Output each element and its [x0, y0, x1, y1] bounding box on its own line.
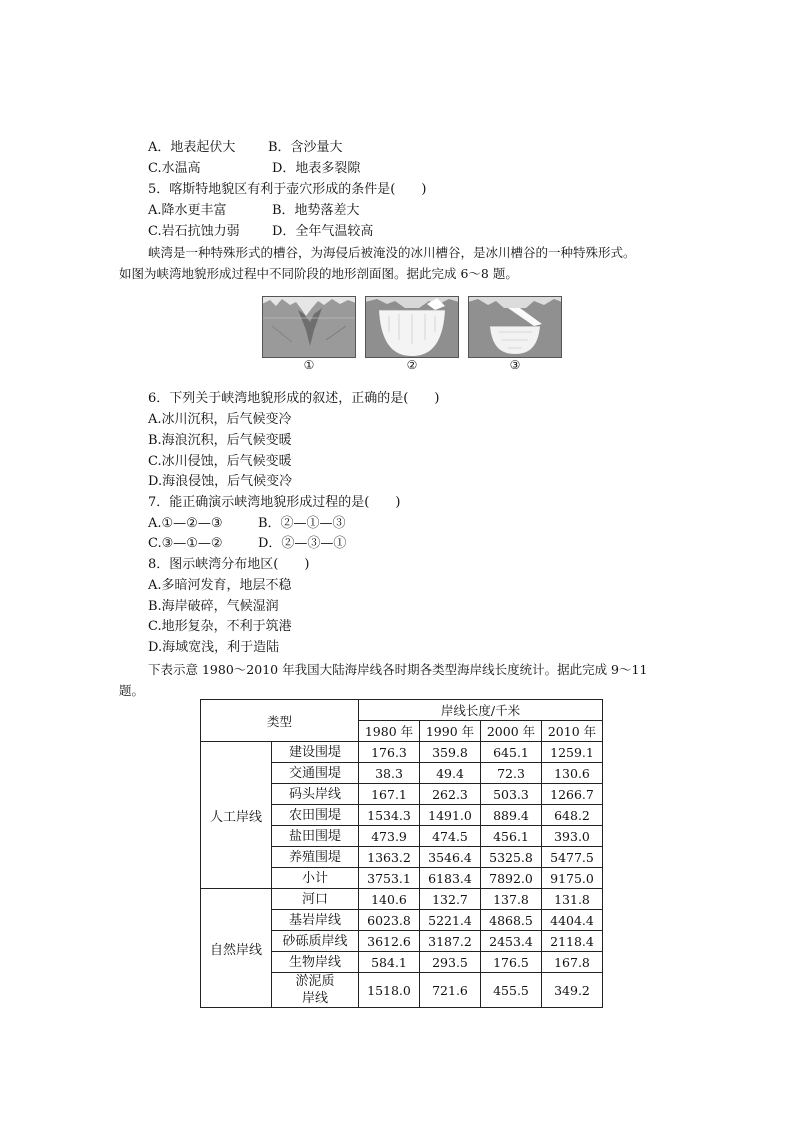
table-cell: 1518.0: [359, 973, 420, 1008]
q7-option-d: D．②—③—①: [258, 536, 347, 551]
row-label: 淤泥质 岸线: [272, 973, 359, 1008]
profile-label-3: ③: [509, 358, 521, 372]
row-label: 砂砾质岸线: [272, 931, 359, 952]
row-label: 基岩岸线: [272, 910, 359, 931]
q6-option-d: D.海浪侵蚀，后气候变冷: [148, 474, 293, 489]
table-cell: 473.9: [359, 826, 420, 847]
table-cell: 6023.8: [359, 910, 420, 931]
table-cell: 648.2: [542, 805, 603, 826]
q4-options-row2: [148, 160, 360, 178]
table-cell: 6183.4: [420, 868, 481, 889]
q5-options-row1: [148, 202, 360, 220]
group-label: 自然岸线: [201, 889, 272, 1008]
row-label: 农田围堤: [272, 805, 359, 826]
profile-label-1: ①: [303, 358, 315, 372]
table-cell: 131.8: [542, 889, 603, 910]
intro-fjord-line1: 峡湾是一种特殊形式的槽谷，为海侵后被淹没的冰川槽谷，是冰川槽谷的一种特殊形式。: [148, 245, 636, 260]
q4-option-b: B．含沙量大: [268, 140, 343, 155]
table-cell: 455.5: [481, 973, 542, 1008]
table-cell: 3187.2: [420, 931, 481, 952]
q7-option-c: C.③—①—②: [148, 536, 223, 551]
table-cell: 293.5: [420, 952, 481, 973]
table-cell: 176.5: [481, 952, 542, 973]
q4-options-row1: [148, 139, 343, 157]
q7-stem: 7．能正确演示峡湾地貌形成过程的是( ): [148, 495, 401, 510]
table-header-row: [201, 700, 603, 721]
year-header: 1990 年: [420, 721, 481, 742]
q4-option-a: A．地表起伏大: [148, 140, 236, 155]
intro-table-line1: 下表示意 1980～2010 年我国大陆海岸线各时期各类型海岸线长度统计。据此完成 9～11: [148, 662, 648, 677]
row-label: 养殖围堤: [272, 847, 359, 868]
q4-option-c: C.水温高: [148, 161, 201, 176]
q8-option-d: D.海域宽浅，利于造陆: [148, 640, 280, 655]
table-cell: 3753.1: [359, 868, 420, 889]
table-cell: 167.8: [542, 952, 603, 973]
q7-option-b: B．②—①—③: [258, 516, 346, 531]
table-cell: 130.6: [542, 763, 603, 784]
q5-option-b: B．地势落差大: [272, 203, 360, 218]
length-header: 岸线长度/千米: [359, 700, 603, 721]
table-cell: 4404.4: [542, 910, 603, 931]
table-cell: 137.8: [481, 889, 542, 910]
intro-fjord-line2: 如图为峡湾地貌形成过程中不同阶段的地形剖面图。据此完成 6～8 题。: [119, 266, 518, 281]
q6-option-a: A.冰川沉积，后气候变冷: [148, 412, 292, 427]
profile-image-1: [262, 296, 356, 358]
year-header: 2000 年: [481, 721, 542, 742]
type-header: 类型: [201, 700, 359, 742]
table-cell: 140.6: [359, 889, 420, 910]
table-cell: 1266.7: [542, 784, 603, 805]
year-header: 1980 年: [359, 721, 420, 742]
table-cell: 1534.3: [359, 805, 420, 826]
table-cell: 7892.0: [481, 868, 542, 889]
q7-options-row2: [148, 535, 346, 553]
q5-option-d: D．全年气温较高: [272, 224, 374, 239]
table-cell: 176.3: [359, 742, 420, 763]
q8-option-a: A.多暗河发育，地层不稳: [148, 578, 292, 593]
table-cell: 49.4: [420, 763, 481, 784]
table-cell: 456.1: [481, 826, 542, 847]
table-cell: 503.3: [481, 784, 542, 805]
table-cell: 262.3: [420, 784, 481, 805]
table-cell: 5477.5: [542, 847, 603, 868]
table-cell: 1363.2: [359, 847, 420, 868]
table-cell: 645.1: [481, 742, 542, 763]
q6-option-c: C.冰川侵蚀，后气候变暖: [148, 454, 292, 469]
table-body: [201, 742, 603, 1008]
q5-option-a: A.降水更丰富: [148, 203, 227, 218]
table-cell: 721.6: [420, 973, 481, 1008]
table-cell: 393.0: [542, 826, 603, 847]
table-cell: 474.5: [420, 826, 481, 847]
q6-stem: 6．下列关于峡湾地貌形成的叙述，正确的是( ): [148, 391, 440, 406]
table-cell: 1491.0: [420, 805, 481, 826]
year-header: 2010 年: [542, 721, 603, 742]
table-row: [201, 889, 603, 910]
table-cell: 38.3: [359, 763, 420, 784]
row-label: 河口: [272, 889, 359, 910]
table-cell: 167.1: [359, 784, 420, 805]
table-cell: 889.4: [481, 805, 542, 826]
row-label: 建设围堤: [272, 742, 359, 763]
table-cell: 5221.4: [420, 910, 481, 931]
q5-option-c: C.岩石抗蚀力弱: [148, 224, 240, 239]
q8-option-c: C.地形复杂，不利于筑港: [148, 619, 292, 634]
profile-image-3: [468, 296, 562, 358]
q6-option-b: B.海浪沉积，后气候变暖: [148, 433, 292, 448]
table-cell: 584.1: [359, 952, 420, 973]
profile-label-2: ②: [406, 358, 418, 372]
q5-options-row2: [148, 223, 373, 241]
coastline-length-table: [200, 699, 603, 1008]
table-cell: 4868.5: [481, 910, 542, 931]
table-cell: 9175.0: [542, 868, 603, 889]
profile-image-2: [365, 296, 459, 358]
q8-stem: 8．图示峡湾分布地区( ): [148, 557, 310, 572]
intro-table-line2: 题。: [119, 683, 145, 698]
q4-option-d: D．地表多裂隙: [272, 161, 361, 176]
q8-option-b: B.海岸破碎，气候湿润: [148, 599, 279, 614]
row-label: 小计: [272, 868, 359, 889]
table-cell: 3546.4: [420, 847, 481, 868]
table-cell: 5325.8: [481, 847, 542, 868]
q7-options-row1: [148, 515, 346, 533]
q5-stem: 5．喀斯特地貌区有利于壶穴形成的条件是( ): [148, 182, 427, 197]
table-cell: 132.7: [420, 889, 481, 910]
table-cell: 2453.4: [481, 931, 542, 952]
table-row: [201, 742, 603, 763]
group-label: 人工岸线: [201, 742, 272, 889]
table-cell: 359.8: [420, 742, 481, 763]
row-label: 交通围堤: [272, 763, 359, 784]
table-cell: 72.3: [481, 763, 542, 784]
row-label: 生物岸线: [272, 952, 359, 973]
table-cell: 1259.1: [542, 742, 603, 763]
table-cell: 3612.6: [359, 931, 420, 952]
q7-option-a: A.①—②—③: [148, 516, 223, 531]
table-cell: 349.2: [542, 973, 603, 1008]
row-label: 码头岸线: [272, 784, 359, 805]
table-cell: 2118.4: [542, 931, 603, 952]
fjord-profile-figure: [262, 296, 562, 374]
row-label: 盐田围堤: [272, 826, 359, 847]
